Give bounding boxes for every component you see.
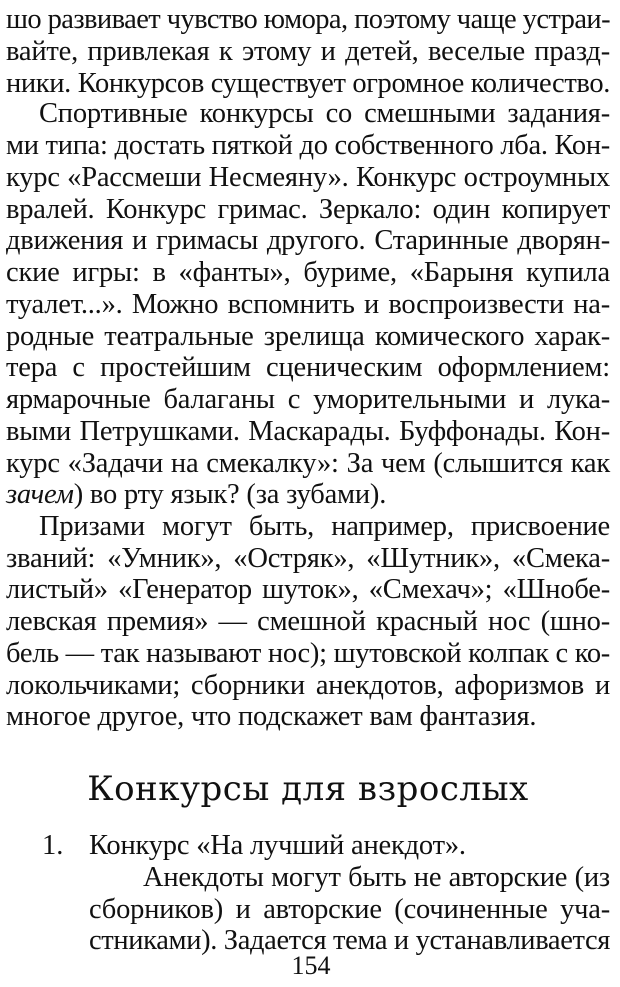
text-line: бель — так называют нос); шутовской колпак с ко- bbox=[6, 637, 610, 669]
list-item-number: 1. bbox=[42, 830, 64, 862]
text-line: стниками). Задается тема и устанавливается bbox=[89, 925, 611, 957]
text-line: выми Петрушками. Маскарады. Буффонады. Кон- bbox=[6, 415, 610, 447]
text-line: Анекдоты могут быть не авторские (из bbox=[143, 861, 610, 893]
text-line: вралей. Конкурс гримас. Зеркало: один копирует bbox=[6, 193, 610, 225]
text-line: ярмарочные балаганы с уморительными и лука- bbox=[6, 384, 610, 416]
emphasized-word: зачем bbox=[6, 479, 74, 511]
text-line: званий: «Умник», «Остряк», «Шутник», «Смека- bbox=[6, 542, 610, 574]
text-line: листый» «Генератор шуток», «Смехач»; «Шнобе- bbox=[6, 574, 610, 606]
text-line: ские игры: в «фанты», буриме, «Барыня купила bbox=[6, 257, 610, 289]
book-page bbox=[6, 0, 616, 987]
text-line: Призами могут быть, например, присвоение bbox=[39, 510, 610, 542]
text-line: левская премия» — смешной красный нос (шно- bbox=[6, 606, 610, 638]
list-item-title: Конкурс «На лучший анекдот». bbox=[89, 830, 466, 862]
text-line: движения и гримасы другого. Старинные дворян- bbox=[6, 225, 610, 257]
text-line: курс «Рассмеши Несмеяну». Конкурс остроумных bbox=[6, 161, 610, 193]
text-line: сборников) и авторские (сочиненные уча- bbox=[89, 893, 610, 925]
text-line: ми типа: достать пяткой до собственного лба. Кон- bbox=[6, 130, 610, 162]
text-line: шо развивает чувство юмора, поэтому чаще устраи- bbox=[6, 4, 610, 36]
text-line: родные театральные зрелища комического харак- bbox=[6, 320, 610, 352]
text-line: локольчиками; сборники анекдотов, афоризмов и bbox=[6, 669, 610, 701]
page-number: 154 bbox=[291, 951, 331, 980]
text-line: ники. Конкурсов существует огромное количество. bbox=[6, 67, 610, 99]
text-line: туалет...». Можно вспомнить и воспроизвести на- bbox=[6, 288, 610, 320]
text-line: Спортивные конкурсы со смешными задания- bbox=[39, 98, 610, 130]
text-line: многое другое, что подскажет вам фантазия. bbox=[6, 701, 537, 733]
text-line: вайте, привлекая к этому и детей, веселые празд- bbox=[6, 35, 610, 67]
text-line: тера с простейшим сценическим оформлением: bbox=[6, 352, 610, 384]
text-fragment: ) во рту язык? (за зубами). bbox=[73, 479, 387, 511]
section-heading: Конкурсы для взрослых bbox=[87, 768, 529, 809]
text-line: курс «Задачи на смекалку»: За чем (слышится как bbox=[6, 447, 610, 479]
